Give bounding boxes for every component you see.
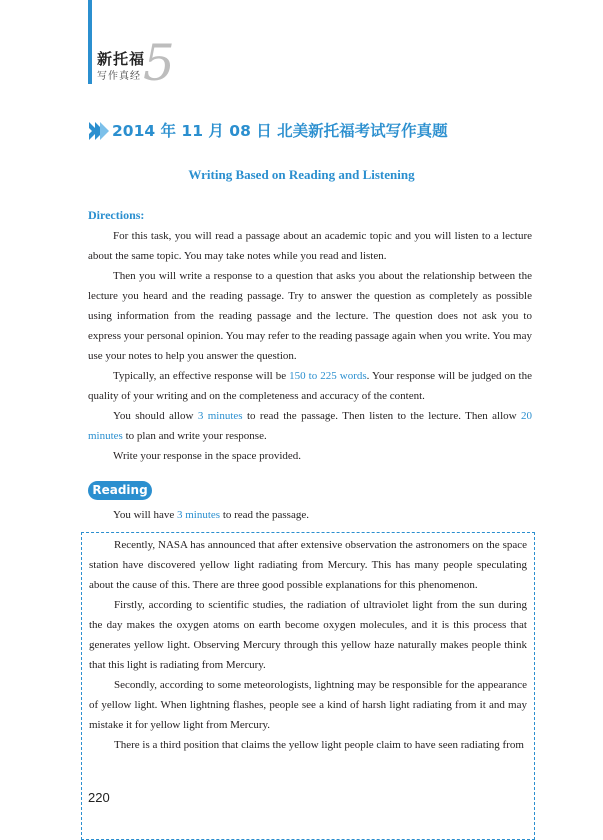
word-count-highlight: 150 to 225 words <box>289 370 367 382</box>
text-run: to read the passage. <box>220 509 309 521</box>
book-subtitle: 写作真经 <box>97 71 141 82</box>
text-run: You will have <box>113 509 177 521</box>
directions-paragraph: Write your response in the space provided. <box>113 450 302 462</box>
directions-paragraph <box>88 406 532 446</box>
directions-paragraph: Then you will write a response to a question that asks you about the relationship between the lecture you heard and the reading passage. Try to answer the question as completely as possible using information from the reading passage and the lecture. The question does not ask you to express your personal opinion. You may refer to the reading passage again when you write. You may use your notes to help you answer the question. <box>88 270 532 362</box>
header-accent-bar <box>88 0 92 84</box>
page-number: 220 <box>88 790 110 805</box>
directions-paragraph <box>88 366 532 406</box>
writing-time-highlight: 20 minutes <box>88 410 532 442</box>
reading-time-highlight: 3 minutes <box>176 509 221 521</box>
section-title: Writing Based on Reading and Listening <box>188 167 415 182</box>
passage-paragraph: There is a third position that claims the yellow light people claim to have seen radiating from <box>114 739 524 751</box>
text-run: to read the passage. Then listen to the lecture. Then allow <box>242 410 521 422</box>
passage-paragraph: Recently, NASA has announced that after extensive observation the astronomers on the space station have discovered yellow light radiating from Mercury. This has many people speculating about the cause of this. There are three good possible explanations for this phenomenon. <box>89 539 527 591</box>
directions-label: Directions: <box>88 208 145 222</box>
double-chevron-right-icon <box>89 122 109 140</box>
passage-paragraph: Secondly, according to some meteorologists, lightning may be responsible for the appearance of yellow light. When lightning flashes, people see a kind of harsh light radiating from it and may mistake it for yellow light from Mercury. <box>89 679 527 731</box>
text-run: to plan and write your response. <box>122 430 267 442</box>
text-run: Typically, an effective response will be <box>113 370 290 382</box>
reading-time-note <box>88 505 532 525</box>
volume-number: 5 <box>143 34 175 92</box>
directions-body <box>88 226 532 466</box>
reading-passage <box>89 535 527 755</box>
book-title: 新托福 <box>97 50 146 68</box>
text-run: You should allow <box>113 410 198 422</box>
passage-paragraph: Firstly, according to scientific studies, the radiation of ultraviolet light from the sun during the day makes the oxygen atoms on earth become oxygen molecules, and it is this process that generates yellow light. Observing Mercury through this yellow haze naturally makes people think that this light is radiating from Mercury. <box>89 599 527 671</box>
text-run: . Your response will be judged on the quality of your writing and on the completeness and accuracy of the content. <box>88 370 532 402</box>
reading-badge: Reading <box>88 481 152 500</box>
chapter-title: 2014 年 11 月 08 日 北美新托福考试写作真题 <box>112 122 448 140</box>
directions-paragraph: For this task, you will read a passage about an academic topic and you will listen to a lecture about the same topic. You may take notes while you read and listen. <box>88 230 532 262</box>
reading-passage-box <box>81 532 535 840</box>
reading-time-highlight: 3 minutes <box>197 410 243 422</box>
